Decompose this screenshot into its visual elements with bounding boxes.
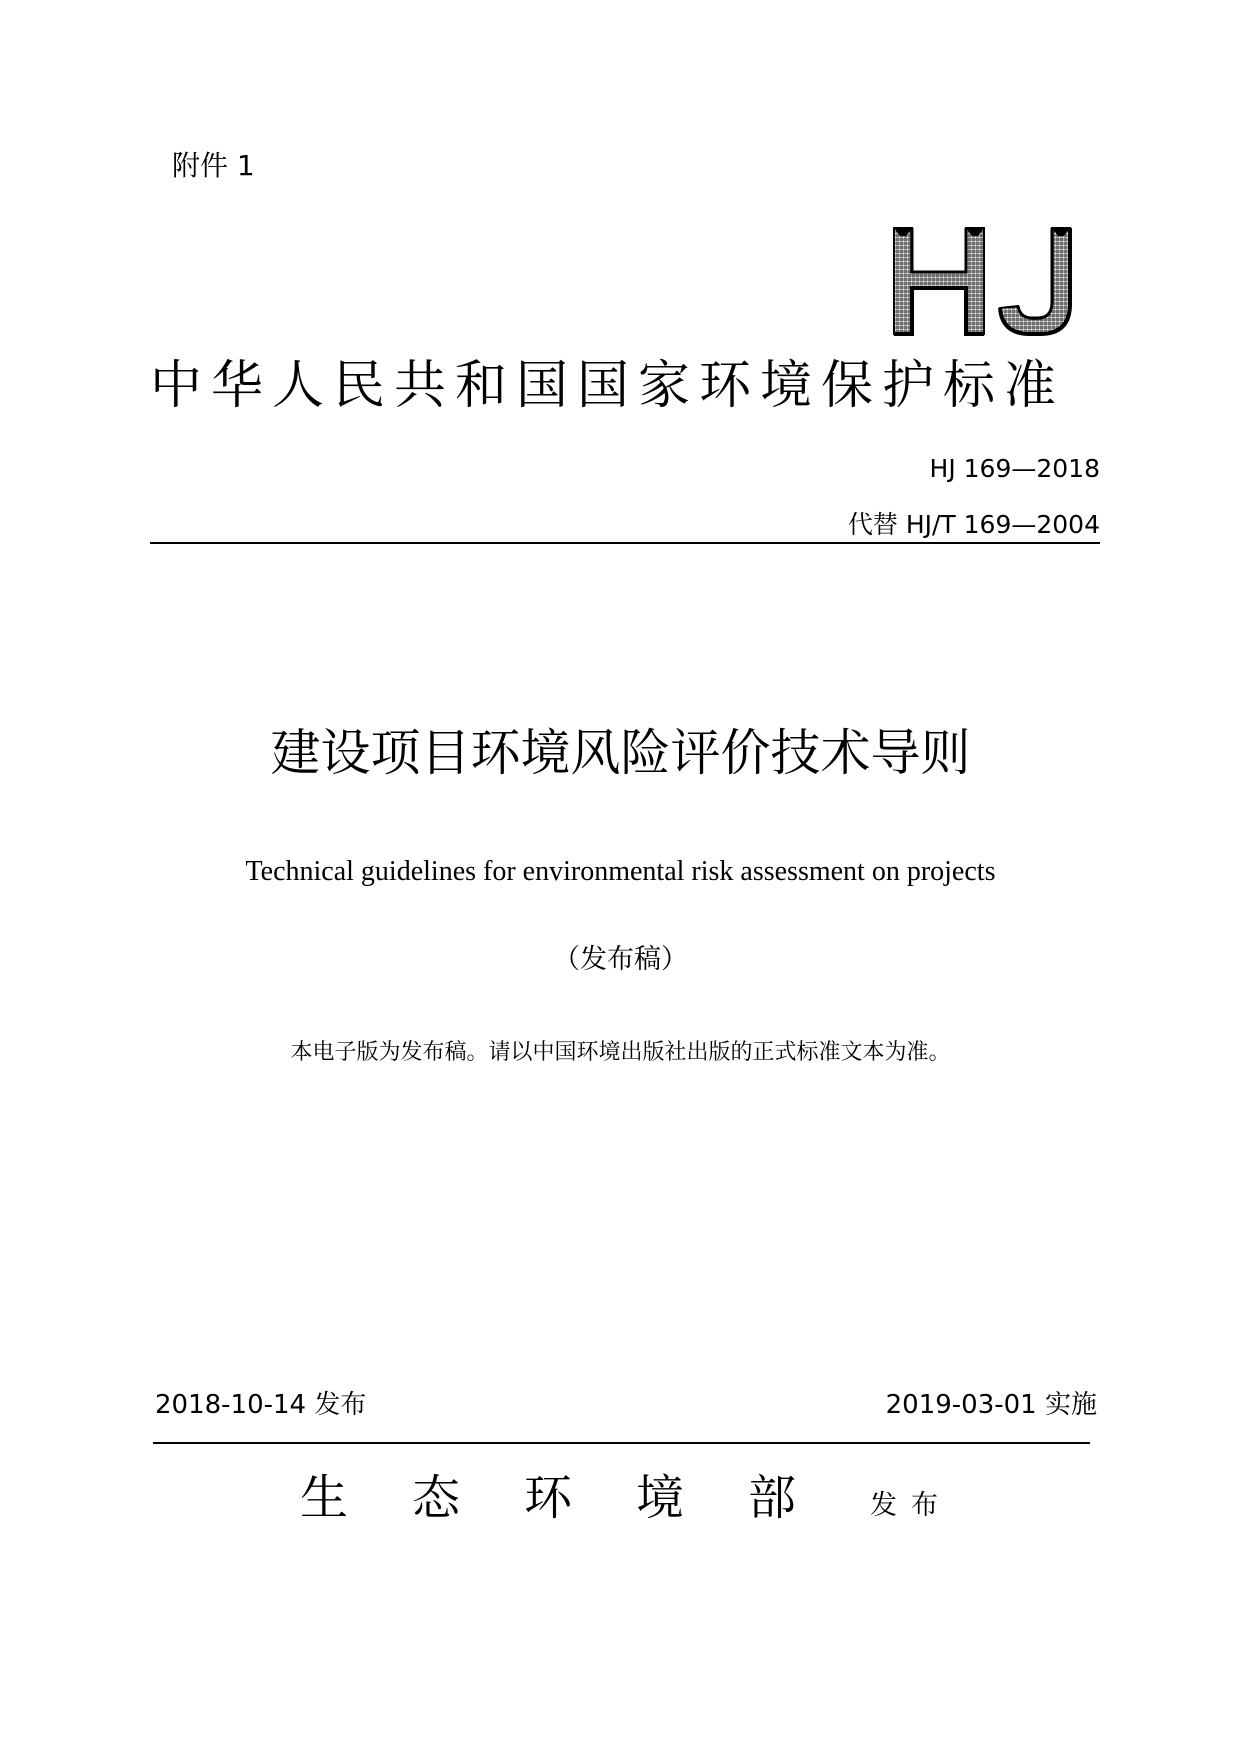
effective-date: 2019-03-01 实施 bbox=[885, 1390, 1097, 1420]
logo-letter-h bbox=[894, 228, 984, 334]
document-title: 建设项目环境风险评价技术导则 bbox=[270, 724, 971, 782]
document-title-en: Technical guidelines for environmental risk assessment on projects bbox=[245, 856, 996, 887]
standard-title: 中华人民共和国国家环境保护标准 bbox=[150, 356, 1066, 416]
attachment-label: 附件 1 bbox=[172, 149, 255, 182]
replaces-standard: 代替 HJ/T 169—2004 bbox=[847, 510, 1100, 539]
hj-standard-logo-icon bbox=[892, 226, 1092, 336]
issued-by-label: 发布 bbox=[870, 1490, 952, 1521]
top-divider bbox=[150, 542, 1100, 544]
draft-label: （发布稿） bbox=[553, 944, 688, 975]
edition-notice: 本电子版为发布稿。请以中国环境出版社出版的正式标准文本为准。 bbox=[290, 1040, 951, 1065]
issuer-name: 生态环境部 bbox=[300, 1470, 861, 1526]
bottom-divider bbox=[153, 1442, 1090, 1444]
standard-number: HJ 169—2018 bbox=[929, 454, 1100, 483]
issue-date: 2018-10-14 发布 bbox=[155, 1390, 367, 1420]
logo-letter-j bbox=[1000, 228, 1070, 334]
